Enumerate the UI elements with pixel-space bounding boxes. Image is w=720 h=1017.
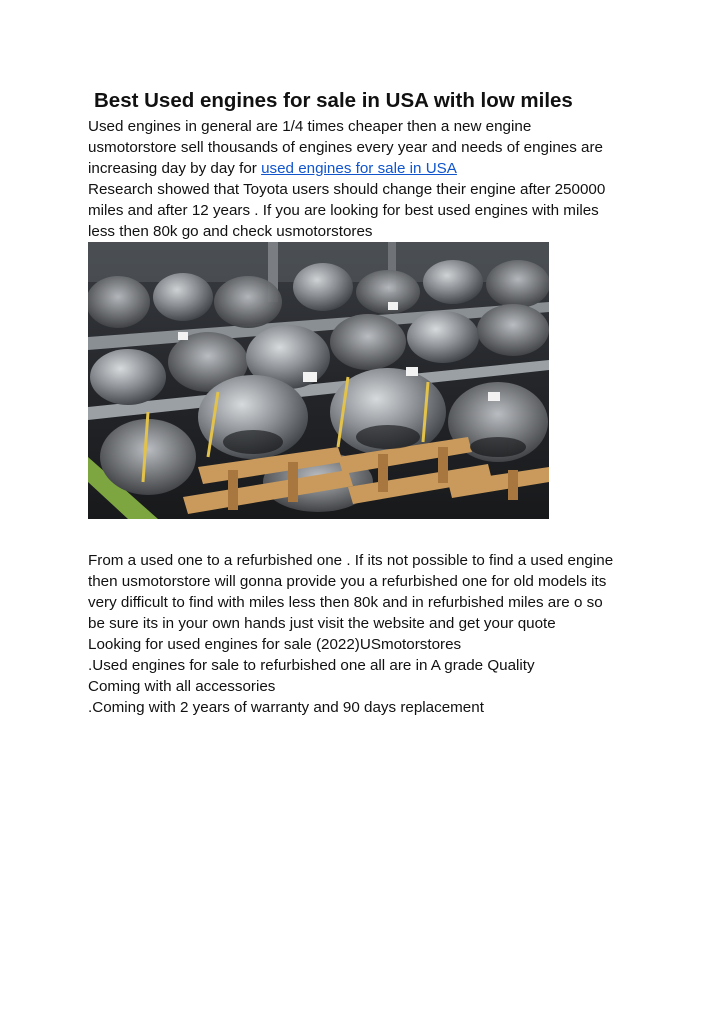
intro-line-1: Used engines in general are 1/4 times cheaper then a new engine (88, 118, 532, 135)
body-line-7: Coming with all accessories (88, 678, 276, 695)
body-line-1: From a used one to a refurbished one . If its not possible to find a used engine (88, 552, 614, 569)
intro-line-3 (88, 158, 457, 179)
research-line-3: less then 80k go and check usmotorstores (88, 223, 373, 240)
intro-line-2: usmotorstore sell thousands of engines every year and needs of engines are (88, 139, 604, 156)
body-line-2: then usmotorstore will gonna provide you a refurbished one for old models its (88, 573, 607, 590)
engine-warehouse-photo-icon (88, 242, 549, 519)
body-line-6: .Used engines for sale to refurbished one all are in A grade Quality (88, 657, 535, 674)
used-engines-link[interactable]: used engines for sale in USA (261, 160, 457, 177)
body-line-3: very difficult to find with miles less then 80k and in refurbished miles are o so (88, 594, 603, 611)
body-line-5: Looking for used engines for sale (2022)USmotorstores (88, 636, 462, 653)
body-line-4: be sure its in your own hands just visit the website and get your quote (88, 615, 556, 632)
page-title: Best Used engines for sale in USA with low miles (94, 89, 573, 112)
research-line-2: miles and after 12 years . If you are looking for best used engines with miles (88, 202, 599, 219)
research-line-1: Research showed that Toyota users should change their engine after 250000 (88, 181, 606, 198)
engine-warehouse-photo (88, 242, 549, 519)
body-line-8: .Coming with 2 years of warranty and 90 days replacement (88, 699, 484, 716)
intro-line-3-text: increasing day by day for (88, 160, 262, 177)
